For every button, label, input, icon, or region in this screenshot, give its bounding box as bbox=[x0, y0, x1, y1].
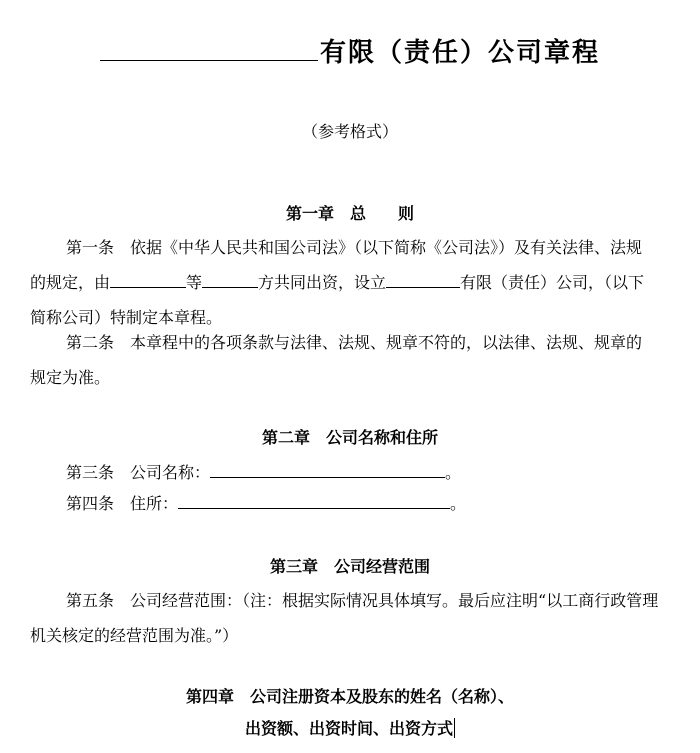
article-1-text-2: 等 bbox=[186, 273, 203, 292]
article-5 bbox=[30, 583, 660, 653]
article-3-label: 第三条 bbox=[66, 463, 115, 482]
article-2 bbox=[30, 325, 655, 395]
article-4-end: 。 bbox=[450, 494, 467, 513]
article-2-label: 第二条 bbox=[66, 333, 115, 352]
company-name-field[interactable] bbox=[210, 459, 445, 478]
article-3-text: 公司名称： bbox=[130, 463, 211, 482]
company-name-blank[interactable] bbox=[100, 30, 318, 61]
address-field[interactable] bbox=[178, 490, 450, 509]
article-3-end: 。 bbox=[445, 463, 462, 482]
title-text: 有限（责任）公司章程 bbox=[319, 38, 600, 68]
article-1-label: 第一条 bbox=[66, 238, 115, 257]
chapter-1-heading: 第一章 总 则 bbox=[285, 204, 414, 223]
chapter-4-heading-line-2-text: 出资额、出资时间、出资方式 bbox=[244, 719, 453, 738]
article-4-label: 第四条 bbox=[66, 494, 115, 513]
article-1-text-3: 方共同出资，设立 bbox=[258, 273, 387, 292]
chapter-3-heading: 第三章 公司经营范围 bbox=[269, 557, 430, 576]
article-1-text-1: 依据《中华人民共和国公司法》（以下简称《公司法》）及有关法律、法规的规定，由 bbox=[30, 238, 643, 292]
article-5-label: 第五条 bbox=[66, 591, 115, 610]
article-4 bbox=[66, 490, 466, 516]
article-1-text-4: 有限（责任）公司，（以下简称公司）特制定本章程。 bbox=[30, 273, 645, 327]
shareholder-blank[interactable] bbox=[110, 269, 186, 288]
chapter-2-heading: 第二章 公司名称和住所 bbox=[261, 428, 438, 447]
article-4-text: 住所： bbox=[130, 494, 179, 513]
article-2-text: 本章程中的各项条款与法律、法规、规章不符的，以法律、法规、规章的规定为准。 bbox=[30, 333, 643, 387]
chapter-4-heading-line-1: 第四章 公司注册资本及股东的姓名（名称）、 bbox=[185, 687, 514, 706]
text-cursor bbox=[454, 718, 455, 738]
document-title bbox=[0, 30, 700, 73]
chapter-4-heading-line-2 bbox=[0, 717, 700, 741]
article-5-text: 公司经营范围：（注：根据实际情况具体填写。最后应注明“以工商行政管理机关核定的经营范围为准。”） bbox=[30, 591, 659, 645]
party-count-blank[interactable] bbox=[202, 269, 258, 288]
company-blank[interactable] bbox=[386, 269, 460, 288]
article-1 bbox=[30, 230, 655, 335]
article-3 bbox=[66, 459, 461, 485]
document-subtitle: （参考格式） bbox=[301, 122, 398, 141]
